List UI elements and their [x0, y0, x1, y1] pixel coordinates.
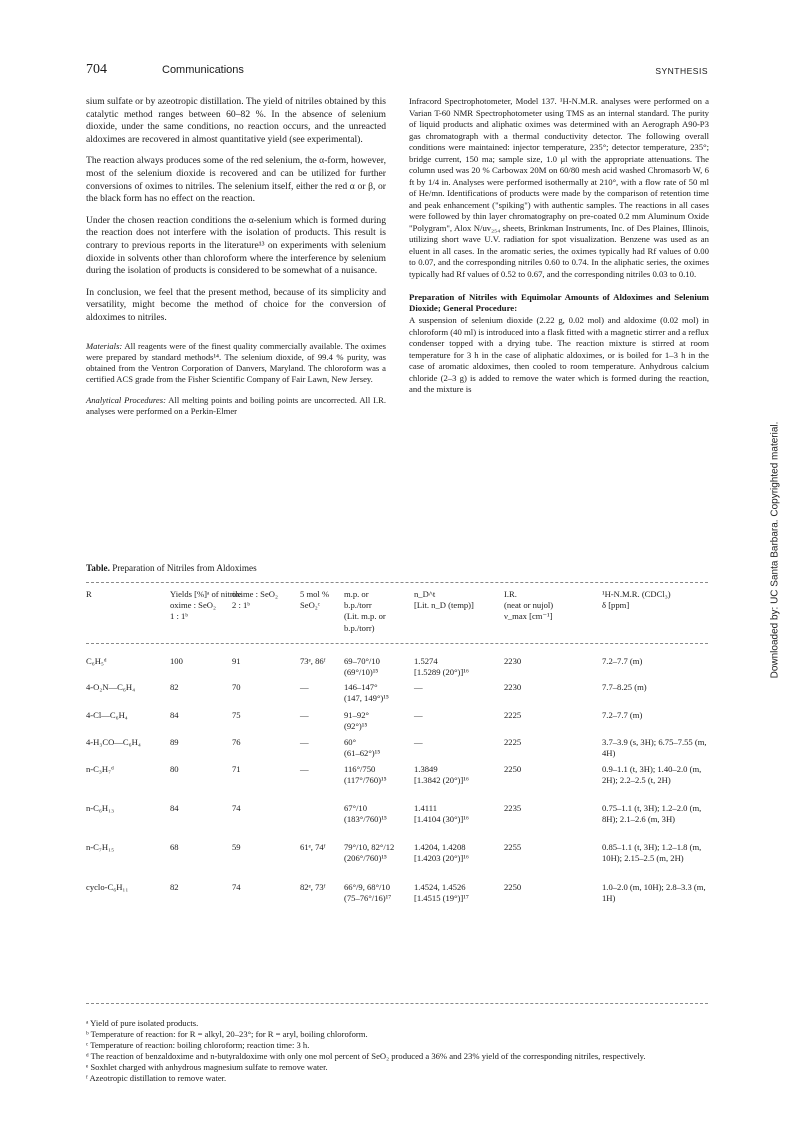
- cell-yield-5mol-text: —: [300, 710, 309, 720]
- table-caption: [86, 563, 257, 573]
- cell-mp-bp-text: 66°/9, 68°/10: [344, 882, 391, 892]
- cell-refractive-index-text: [1.5289 (20°)]¹⁶: [414, 667, 469, 678]
- cell-yield-5mol-text: —: [300, 764, 309, 774]
- cell-substituent: [86, 737, 141, 748]
- cell-yield-2-1: [232, 842, 241, 853]
- cell-mp-bp-text: (206°/760)¹⁵: [344, 853, 387, 864]
- cell-mp-bp: [344, 882, 424, 904]
- cell-yield-5mol: [300, 764, 309, 775]
- table-footnotes: [86, 1018, 708, 1083]
- cell-mp-bp-text: (117°/760)¹⁵: [344, 775, 387, 786]
- cell-substituent-text: cyclo-C₆H₁₁: [86, 882, 129, 892]
- paragraph: The reaction always produces some of the red selenium, the α-form, however, most of the selenium dioxide is recovered and can be utilized for further conversions of oximes to nitriles. The selenium itself, either the red α or β, or the black form has no effect on the reaction.: [86, 155, 386, 205]
- cell-mp-bp-text: 116°/750: [344, 764, 376, 774]
- table-rule-bottom: [86, 1003, 708, 1004]
- section-title: Communications: [162, 64, 244, 76]
- cell-nmr: [602, 842, 708, 864]
- cell-nmr-text: 7.2–7.7 (m): [602, 710, 643, 720]
- cell-refractive-index: [414, 737, 506, 748]
- cell-nmr-text: 7.2–7.7 (m): [602, 656, 643, 666]
- footnote: ᶜ Temperature of reaction: boiling chloroform; reaction time: 3 h.: [86, 1039, 310, 1050]
- cell-refractive-index-text: [1.4203 (20°)]¹⁶: [414, 853, 469, 864]
- table-caption-text: Preparation of Nitriles from Aldoximes: [109, 563, 257, 573]
- cell-refractive-index-text: 1.4204, 1.4208: [414, 842, 466, 852]
- cell-refractive-index-text: [1.3842 (20°)]¹⁶: [414, 775, 469, 786]
- cell-nmr: [602, 764, 708, 786]
- cell-yield-2-1-text: 71: [232, 764, 241, 774]
- cell-refractive-index: [414, 882, 506, 904]
- cell-nmr: [602, 656, 708, 667]
- cell-substituent: [86, 710, 128, 721]
- cell-ir: [504, 737, 594, 748]
- download-notice: Downloaded by: UC Santa Barbara. Copyrighted material.: [769, 421, 781, 679]
- cell-mp-bp-text: 69–70°/10: [344, 656, 380, 666]
- cell-mp-bp-text: 146–147°: [344, 682, 378, 692]
- cell-yield-5mol: [300, 710, 309, 721]
- header-yield-2-1: oxime : SeO₂ 2 : 1ᵇ: [232, 589, 278, 611]
- cell-substituent-text: n-C₇H₁₅: [86, 842, 115, 852]
- cell-yield-1-1: [170, 803, 179, 814]
- cell-yield-2-1-text: 76: [232, 737, 241, 747]
- cell-substituent-text: 4-H₃CO—C₆H₄: [86, 737, 141, 747]
- cell-nmr-text: 0.9–1.1 (t, 3H); 1.40–2.0 (m, 2H); 2.2–2.5 (t, 2H): [602, 764, 702, 786]
- cell-mp-bp-text: (147, 149°)¹⁵: [344, 693, 389, 704]
- table-rule-header: [86, 643, 708, 644]
- cell-yield-2-1-text: 91: [232, 656, 241, 666]
- header-5mol: 5 mol % SeO₂ᶜ: [300, 589, 330, 611]
- cell-yield-1-1-text: 82: [170, 882, 179, 892]
- cell-ir-text: 2250: [504, 882, 522, 892]
- cell-refractive-index-text: [1.4104 (30°)]¹⁶: [414, 814, 469, 825]
- cell-substituent-text: n-C₆H₁₃: [86, 803, 115, 813]
- cell-yield-2-1: [232, 764, 241, 775]
- cell-yield-1-1: [170, 737, 179, 748]
- cell-substituent: [86, 803, 114, 814]
- cell-nmr-text: 1.0–2.0 (m, 10H); 2.8–3.3 (m, 1H): [602, 882, 706, 904]
- cell-yield-5mol: [300, 656, 325, 667]
- cell-mp-bp: [344, 842, 424, 864]
- cell-substituent: [86, 682, 135, 693]
- cell-mp-bp-text: (75–76°/16)¹⁷: [344, 893, 392, 904]
- paragraph: A suspension of selenium dioxide (2.22 g, 0.02 mol) and aldoxime (0.02 mol) in chloroform (40 ml) is introduced into a flask fitted with a magnetic stirrer and a reflux condenser topped with a drying tube. The reaction mixture is stirred at room temperature for 3 h in the case of aliphatic aldoximes, or is boiled for 1–3 h in the case of aromatic aldoximes, then cooled to room temperature. Anhydrous calcium chloride (2–3 g) is added to remove the water which is formed during the reaction, and the mixture is: [409, 315, 709, 394]
- cell-yield-1-1: [170, 882, 179, 893]
- cell-substituent-text: 4-O₂N—C₆H₄: [86, 682, 136, 692]
- cell-mp-bp: [344, 803, 424, 825]
- cell-refractive-index: [414, 656, 506, 678]
- paragraph: sium sulfate or by azeotropic distillation. The yield of nitriles obtained by this catalytic method ranges between 60–82 %. In the absence of selenium dioxide, under the same conditions, no reaction occurs, and the unreacted aldoximes are recovered in almost quantitative yield (see experimental).: [86, 96, 386, 145]
- cell-mp-bp-text: 79°/10, 82°/12: [344, 842, 395, 852]
- cell-refractive-index: [414, 842, 506, 864]
- cell-mp-bp: [344, 764, 424, 786]
- cell-yield-1-1-text: 89: [170, 737, 179, 747]
- cell-yield-2-1-text: 74: [232, 803, 241, 813]
- cell-yield-5mol-text: 73ᵉ, 86ᶠ: [300, 656, 326, 666]
- procedure-heading: Preparation of Nitriles with Equimolar Amounts of Aldoximes and Selenium Dioxide; General Procedure:: [409, 292, 709, 313]
- cell-substituent: [86, 764, 114, 775]
- cell-ir-text: 2230: [504, 656, 522, 666]
- cell-nmr-text: 0.75–1.1 (t, 3H); 1.2–2.0 (m, 8H); 2.1–2.6 (m, 3H): [602, 803, 702, 825]
- cell-yield-5mol: [300, 737, 309, 748]
- cell-substituent-text: 4-Cl—C₆H₄: [86, 710, 128, 720]
- paragraph: In conclusion, we feel that the present method, because of its simplicity and versatility, might become the method of choice for the conversion of aldoximes to nitriles.: [86, 286, 386, 323]
- header-mp-bp: m.p. or b.p./torr (Lit. m.p. or b.p./torr): [344, 589, 386, 633]
- header-refractive-index: n_D^t [Lit. n_D (temp)]: [414, 589, 474, 611]
- cell-yield-1-1-text: 82: [170, 682, 179, 692]
- footnote: ᶠ Azeotropic distillation to remove water.: [86, 1072, 227, 1083]
- cell-refractive-index-text: [1.4515 (19°)]¹⁷: [414, 893, 469, 904]
- table-rule-top: [86, 582, 708, 583]
- cell-nmr: [602, 682, 708, 693]
- cell-mp-bp: [344, 656, 424, 678]
- header-r: R: [86, 589, 92, 599]
- footnote: ᵇ Temperature of reaction: for R = alkyl, 20–23°; for R = aryl, boiling chloroform.: [86, 1028, 368, 1039]
- materials-label: Materials:: [86, 340, 123, 351]
- cell-ir-text: 2250: [504, 764, 522, 774]
- cell-substituent: [86, 882, 128, 893]
- cell-yield-5mol-text: 82ᵉ, 73ᶠ: [300, 882, 326, 892]
- cell-yield-1-1: [170, 842, 179, 853]
- cell-yield-1-1: [170, 656, 183, 667]
- cell-refractive-index-text: —: [414, 737, 423, 747]
- cell-yield-2-1-text: 59: [232, 842, 241, 852]
- cell-yield-1-1-text: 84: [170, 803, 179, 813]
- cell-yield-2-1-text: 74: [232, 882, 241, 892]
- cell-refractive-index-text: 1.5274: [414, 656, 438, 666]
- cell-refractive-index-text: 1.4111: [414, 803, 437, 813]
- cell-yield-2-1-text: 75: [232, 710, 241, 720]
- page-header: [86, 62, 708, 82]
- journal-name: SYNTHESIS: [655, 66, 708, 76]
- cell-substituent-text: C₆H₅ᵈ: [86, 656, 107, 666]
- cell-nmr-text: 3.7–3.9 (s, 3H); 6.75–7.55 (m, 4H): [602, 737, 707, 759]
- cell-nmr-text: 7.7–8.25 (m): [602, 682, 647, 692]
- cell-yield-2-1-text: 70: [232, 682, 241, 692]
- cell-yield-5mol: [300, 882, 325, 893]
- header-nmr: ¹H-N.M.R. (CDCl₃) δ [ppm]: [602, 589, 671, 611]
- cell-substituent: [86, 842, 114, 853]
- cell-ir: [504, 656, 594, 667]
- cell-substituent-text: n-C₃H₇ᵈ: [86, 764, 114, 774]
- cell-nmr: [602, 803, 708, 825]
- footnote: ᵈ The reaction of benzaldoxime and n-butyraldoxime with only one mol percent of SeO₂ produced a 36% and 23% yield of the corresponding nitriles, respectively.: [86, 1050, 646, 1061]
- cell-mp-bp: [344, 710, 424, 732]
- cell-yield-1-1: [170, 682, 179, 693]
- cell-refractive-index: [414, 764, 506, 786]
- cell-yield-2-1: [232, 737, 241, 748]
- cell-ir: [504, 882, 594, 893]
- cell-yield-1-1: [170, 710, 179, 721]
- cell-yield-1-1-text: 80: [170, 764, 179, 774]
- cell-mp-bp: [344, 682, 424, 704]
- cell-mp-bp-text: (69°/10)¹⁵: [344, 667, 379, 678]
- cell-ir: [504, 803, 594, 814]
- cell-ir-text: 2235: [504, 803, 522, 813]
- cell-ir: [504, 710, 594, 721]
- cell-nmr-text: 0.85–1.1 (t, 3H); 1.2–1.8 (m, 10H); 2.15–2.5 (m, 2H): [602, 842, 702, 864]
- cell-yield-5mol-text: 61ᵉ, 74ᶠ: [300, 842, 326, 852]
- cell-ir-text: 2230: [504, 682, 522, 692]
- materials-paragraph: [86, 341, 386, 386]
- materials-text: All reagents were of the finest quality commercially available. The oximes were prepared by standard methods¹⁴. The selenium dioxide, of 99.4 % purity, was obtained from the Ventron Corporation of Danvers, Maryland. The chloroform was a certified ACS grade from the Fisher Scientific Company of Fair Lawn, New Jersey.: [86, 340, 386, 385]
- cell-ir-text: 2225: [504, 710, 522, 720]
- cell-nmr: [602, 737, 708, 759]
- cell-refractive-index: [414, 710, 506, 721]
- cell-ir-text: 2225: [504, 737, 522, 747]
- cell-ir: [504, 764, 594, 775]
- cell-refractive-index-text: 1.3849: [414, 764, 438, 774]
- paragraph: Under the chosen reaction conditions the α-selenium which is formed during the reaction does not interfere with the isolation of products. This result is contrary to previous reports in the literature¹³ on experiments with selenium dioxide in solvents other than chloroform where the interference by selenium during the isolation of products is considered to be somewhat of a nuisance.: [86, 214, 386, 277]
- cell-yield-2-1: [232, 882, 241, 893]
- cell-yield-5mol-text: —: [300, 737, 309, 747]
- paragraph: Infracord Spectrophotometer, Model 137. ¹H-N.M.R. analyses were performed on a Varian T-60 NMR Spectrophotometer using TMS as an internal standard. The purity of liquid products and aliphatic oximes was determined with an Aerograph A90-P3 gas chromatograph with a thermal conductivity detector. The following overall conditions were maintained: injector temperature, 235°; detector temperature, 235°; bridge current, 150 ma; sample size, 1.0 μl with the appropriate attenuations. The column used was 20 % Carbowax 20M on 60/80 mesh acid washed Chromasorb W, 6 ft by 1/4 in. Analyses were performed isothermally at 210°, with a flow rate of 50 ml of He/mn. Identifications of products were made by the comparison of retention time and peak enhancement ("spiking") with authentic samples. The reactions in all cases were followed by thin layer chromatography on pre-coated 0.2 mm Aluminum Oxide "Polygram", Alox N/uv₂₅₄ sheets, Brinkman Instruments, Inc. of Des Plaines, Illinois, utilizing short wave U.V. radiation for spot visualization. Benzene was used as an eluent in all cases. In the aromatic series, the oximes typically had Rf values of 0.00 to 0.07, and the corresponding nitriles 0.60 to 0.74. In the aliphatic series, the oximes typically had Rf values of 0.52 to 0.67, and the corresponding nitriles 0.03 to 0.10.: [409, 96, 709, 279]
- cell-yield-2-1: [232, 710, 241, 721]
- cell-refractive-index: [414, 803, 506, 825]
- cell-yield-5mol-text: —: [300, 682, 309, 692]
- cell-ir-text: 2255: [504, 842, 522, 852]
- cell-substituent: [86, 656, 107, 667]
- analytical-text: All melting points and boiling points are uncorrected. All I.R. analyses were performed on a Perkin-Elmer: [86, 394, 386, 416]
- left-column: [86, 96, 386, 426]
- analytical-label: Analytical Procedures:: [86, 394, 166, 405]
- cell-yield-1-1-text: 100: [170, 656, 183, 666]
- cell-refractive-index-text: 1.4524, 1.4526: [414, 882, 466, 892]
- cell-refractive-index: [414, 682, 506, 693]
- table-caption-label: Table.: [86, 563, 110, 573]
- cell-ir: [504, 682, 594, 693]
- cell-yield-2-1: [232, 656, 241, 667]
- cell-yield-1-1-text: 68: [170, 842, 179, 852]
- cell-nmr: [602, 882, 708, 904]
- analytical-paragraph: [86, 395, 386, 418]
- cell-refractive-index-text: —: [414, 710, 423, 720]
- cell-mp-bp-text: (92°)¹⁵: [344, 721, 368, 732]
- footnote: ᵉ Soxhlet charged with anhydrous magnesium sulfate to remove water.: [86, 1061, 328, 1072]
- cell-mp-bp: [344, 737, 424, 759]
- header-ir: I.R. (neat or nujol) ν_max [cm⁻¹]: [504, 589, 554, 622]
- cell-yield-2-1: [232, 682, 241, 693]
- cell-mp-bp-text: 91–92°: [344, 710, 369, 720]
- footnote: ᵃ Yield of pure isolated products.: [86, 1018, 199, 1028]
- cell-refractive-index-text: —: [414, 682, 423, 692]
- cell-ir: [504, 842, 594, 853]
- cell-nmr: [602, 710, 708, 721]
- page-number: 704: [86, 62, 107, 77]
- cell-mp-bp-text: (183°/760)¹⁵: [344, 814, 387, 825]
- right-column: [409, 96, 709, 405]
- cell-yield-1-1: [170, 764, 179, 775]
- cell-yield-1-1-text: 84: [170, 710, 179, 720]
- cell-mp-bp-text: (61–62°)¹⁵: [344, 748, 381, 759]
- cell-mp-bp-text: 67°/10: [344, 803, 368, 813]
- cell-yield-5mol: [300, 682, 309, 693]
- cell-yield-2-1: [232, 803, 241, 814]
- cell-yield-5mol: [300, 842, 325, 853]
- cell-mp-bp-text: 60°: [344, 737, 357, 747]
- header-yield-1-1: Yields [%]ᵃ of nitrile oxime : SeO₂ 1 : 1ᵇ: [170, 589, 242, 622]
